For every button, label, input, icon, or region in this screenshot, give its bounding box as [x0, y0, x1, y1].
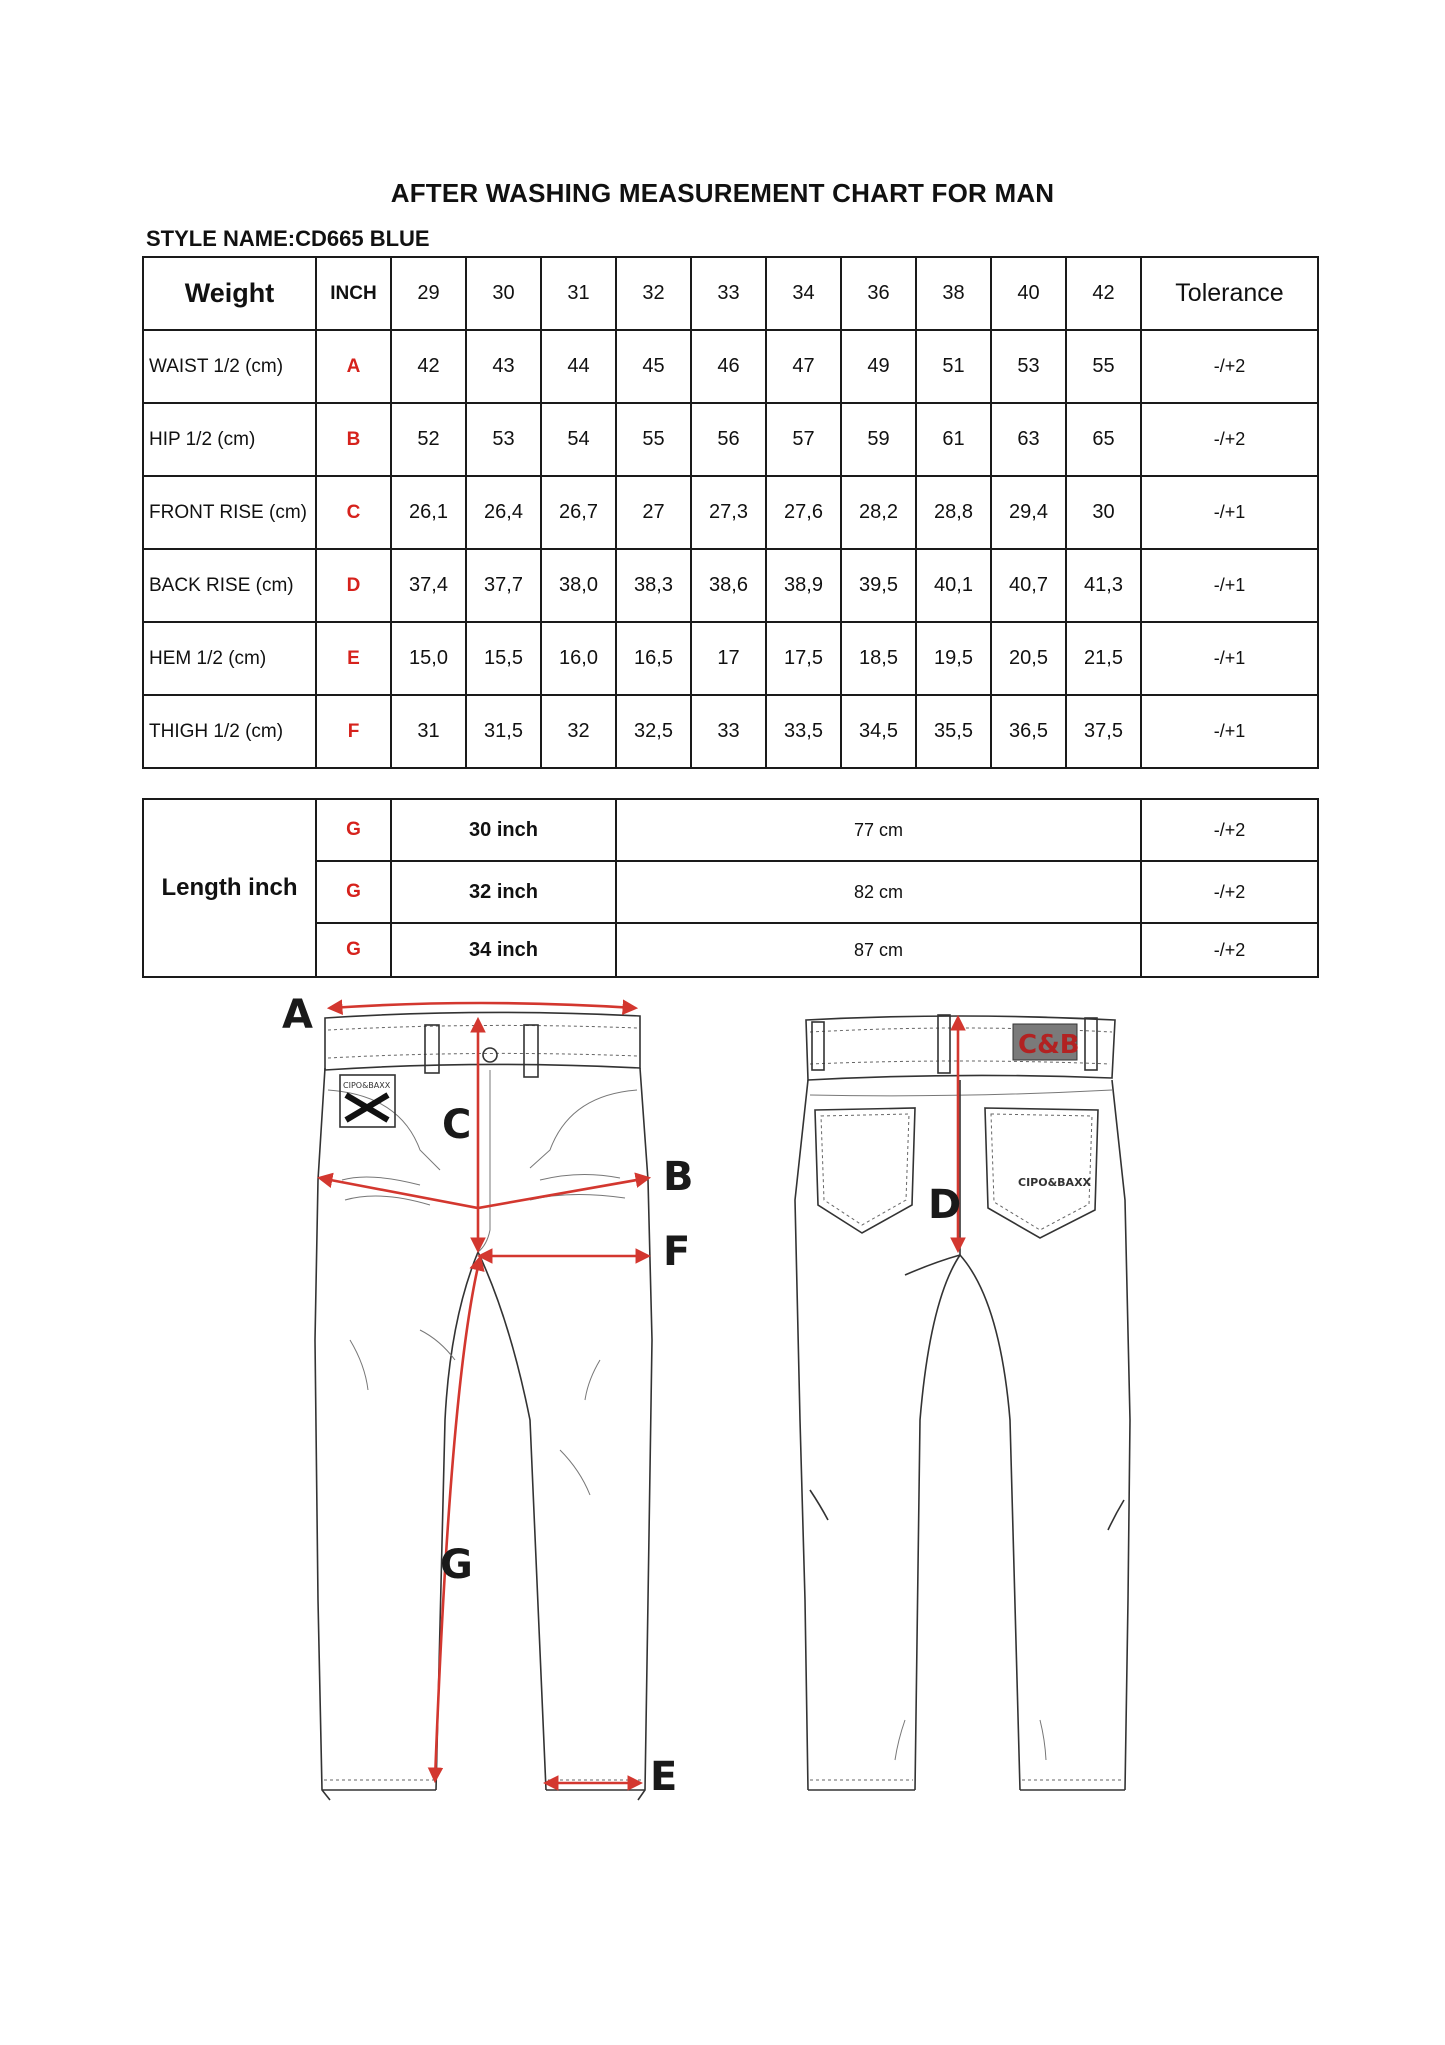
letter-g: G: [440, 1542, 473, 1588]
size-header: 29: [391, 257, 466, 330]
weight-header: Weight: [143, 257, 316, 330]
table-cell: 15,0: [391, 622, 466, 695]
measurement-lines: [320, 1003, 958, 1783]
table-cell: 56: [691, 403, 766, 476]
letter-f: F: [663, 1229, 691, 1275]
table-cell: 31: [391, 695, 466, 768]
tolerance-cell: -/+2: [1141, 330, 1318, 403]
table-cell: 51: [916, 330, 991, 403]
row-code: C: [316, 476, 391, 549]
table-cell: 40,7: [991, 549, 1066, 622]
table-cell: 43: [466, 330, 541, 403]
table-cell: 30: [1066, 476, 1141, 549]
table-cell: 31,5: [466, 695, 541, 768]
row-label: WAIST 1/2 (cm): [143, 330, 316, 403]
table-cell: 45: [616, 330, 691, 403]
table-cell: 35,5: [916, 695, 991, 768]
table-cell: 53: [991, 330, 1066, 403]
table-cell: 63: [991, 403, 1066, 476]
size-header: 34: [766, 257, 841, 330]
letter-a: A: [282, 992, 313, 1038]
size-header: 40: [991, 257, 1066, 330]
table-cell: 18,5: [841, 622, 916, 695]
front-patch-text: CIPO&BAXX: [343, 1081, 391, 1090]
row-label: HIP 1/2 (cm): [143, 403, 316, 476]
row-code: B: [316, 403, 391, 476]
table-cell: 29,4: [991, 476, 1066, 549]
table-cell: 32,5: [616, 695, 691, 768]
table-cell: 27,3: [691, 476, 766, 549]
tolerance-cell: -/+2: [1141, 799, 1318, 861]
table-cell: 46: [691, 330, 766, 403]
length-inch: 30 inch: [391, 799, 616, 861]
table-cell: 40,1: [916, 549, 991, 622]
table-cell: 17,5: [766, 622, 841, 695]
back-label-text: C&B: [1018, 1030, 1080, 1060]
tolerance-cell: -/+1: [1141, 549, 1318, 622]
table-cell: 57: [766, 403, 841, 476]
length-cm: 77 cm: [616, 799, 1141, 861]
letter-d: D: [928, 1182, 962, 1228]
table-cell: 42: [391, 330, 466, 403]
row-label: THIGH 1/2 (cm): [143, 695, 316, 768]
row-label: HEM 1/2 (cm): [143, 622, 316, 695]
table-cell: 38,0: [541, 549, 616, 622]
style-name: STYLE NAME:CD665 BLUE: [146, 226, 430, 251]
table-cell: 27,6: [766, 476, 841, 549]
row-code: E: [316, 622, 391, 695]
tolerance-cell: -/+1: [1141, 476, 1318, 549]
tolerance-cell: -/+2: [1141, 923, 1318, 977]
row-code: G: [316, 861, 391, 923]
table-cell: 65: [1066, 403, 1141, 476]
inch-header: INCH: [316, 257, 391, 330]
table-cell: 26,4: [466, 476, 541, 549]
table-cell: 37,7: [466, 549, 541, 622]
size-header: 38: [916, 257, 991, 330]
size-header: 30: [466, 257, 541, 330]
table-cell: 17: [691, 622, 766, 695]
table-cell: 38,6: [691, 549, 766, 622]
table-cell: 33: [691, 695, 766, 768]
table-cell: 27: [616, 476, 691, 549]
table-cell: 33,5: [766, 695, 841, 768]
letter-e: E: [650, 1754, 678, 1800]
table-cell: 32: [541, 695, 616, 768]
table-cell: 55: [616, 403, 691, 476]
table-cell: 34,5: [841, 695, 916, 768]
table-cell: 54: [541, 403, 616, 476]
back-pocket-text: CIPO&BAXX: [1018, 1176, 1092, 1189]
front-jeans-drawing: [315, 1012, 652, 1800]
table-cell: 53: [466, 403, 541, 476]
table-cell: 55: [1066, 330, 1141, 403]
size-header: 33: [691, 257, 766, 330]
size-header: 36: [841, 257, 916, 330]
letter-b: B: [663, 1154, 694, 1200]
chart-title: AFTER WASHING MEASUREMENT CHART FOR MAN: [390, 178, 1055, 208]
row-label: BACK RISE (cm): [143, 549, 316, 622]
table-cell: 47: [766, 330, 841, 403]
back-jeans-drawing: [795, 1015, 1130, 1790]
table-cell: 36,5: [991, 695, 1066, 768]
size-header: 31: [541, 257, 616, 330]
length-cm: 87 cm: [616, 923, 1141, 977]
table-cell: 26,7: [541, 476, 616, 549]
row-code: F: [316, 695, 391, 768]
tolerance-cell: -/+2: [1141, 403, 1318, 476]
length-inch: 34 inch: [391, 923, 616, 977]
table-cell: 38,3: [616, 549, 691, 622]
table-cell: 21,5: [1066, 622, 1141, 695]
size-header: 32: [616, 257, 691, 330]
table-cell: 16,0: [541, 622, 616, 695]
table-cell: 52: [391, 403, 466, 476]
row-code: G: [316, 923, 391, 977]
table-cell: 59: [841, 403, 916, 476]
table-cell: 39,5: [841, 549, 916, 622]
table-cell: 16,5: [616, 622, 691, 695]
table-cell: 38,9: [766, 549, 841, 622]
tolerance-header: Tolerance: [1141, 257, 1318, 330]
table-cell: 26,1: [391, 476, 466, 549]
table-cell: 61: [916, 403, 991, 476]
row-code: A: [316, 330, 391, 403]
table-cell: 15,5: [466, 622, 541, 695]
table-cell: 37,4: [391, 549, 466, 622]
size-header: 42: [1066, 257, 1141, 330]
length-label: Length inch: [143, 799, 316, 977]
length-cm: 82 cm: [616, 861, 1141, 923]
table-cell: 37,5: [1066, 695, 1141, 768]
tolerance-cell: -/+1: [1141, 622, 1318, 695]
table-cell: 41,3: [1066, 549, 1141, 622]
table-cell: 28,2: [841, 476, 916, 549]
table-cell: 49: [841, 330, 916, 403]
table-cell: 28,8: [916, 476, 991, 549]
row-label: FRONT RISE (cm): [143, 476, 316, 549]
length-inch: 32 inch: [391, 861, 616, 923]
table-cell: 44: [541, 330, 616, 403]
tolerance-cell: -/+1: [1141, 695, 1318, 768]
row-code: D: [316, 549, 391, 622]
tolerance-cell: -/+2: [1141, 861, 1318, 923]
table-cell: 20,5: [991, 622, 1066, 695]
letter-c: C: [442, 1102, 472, 1148]
row-code: G: [316, 799, 391, 861]
table-cell: 19,5: [916, 622, 991, 695]
